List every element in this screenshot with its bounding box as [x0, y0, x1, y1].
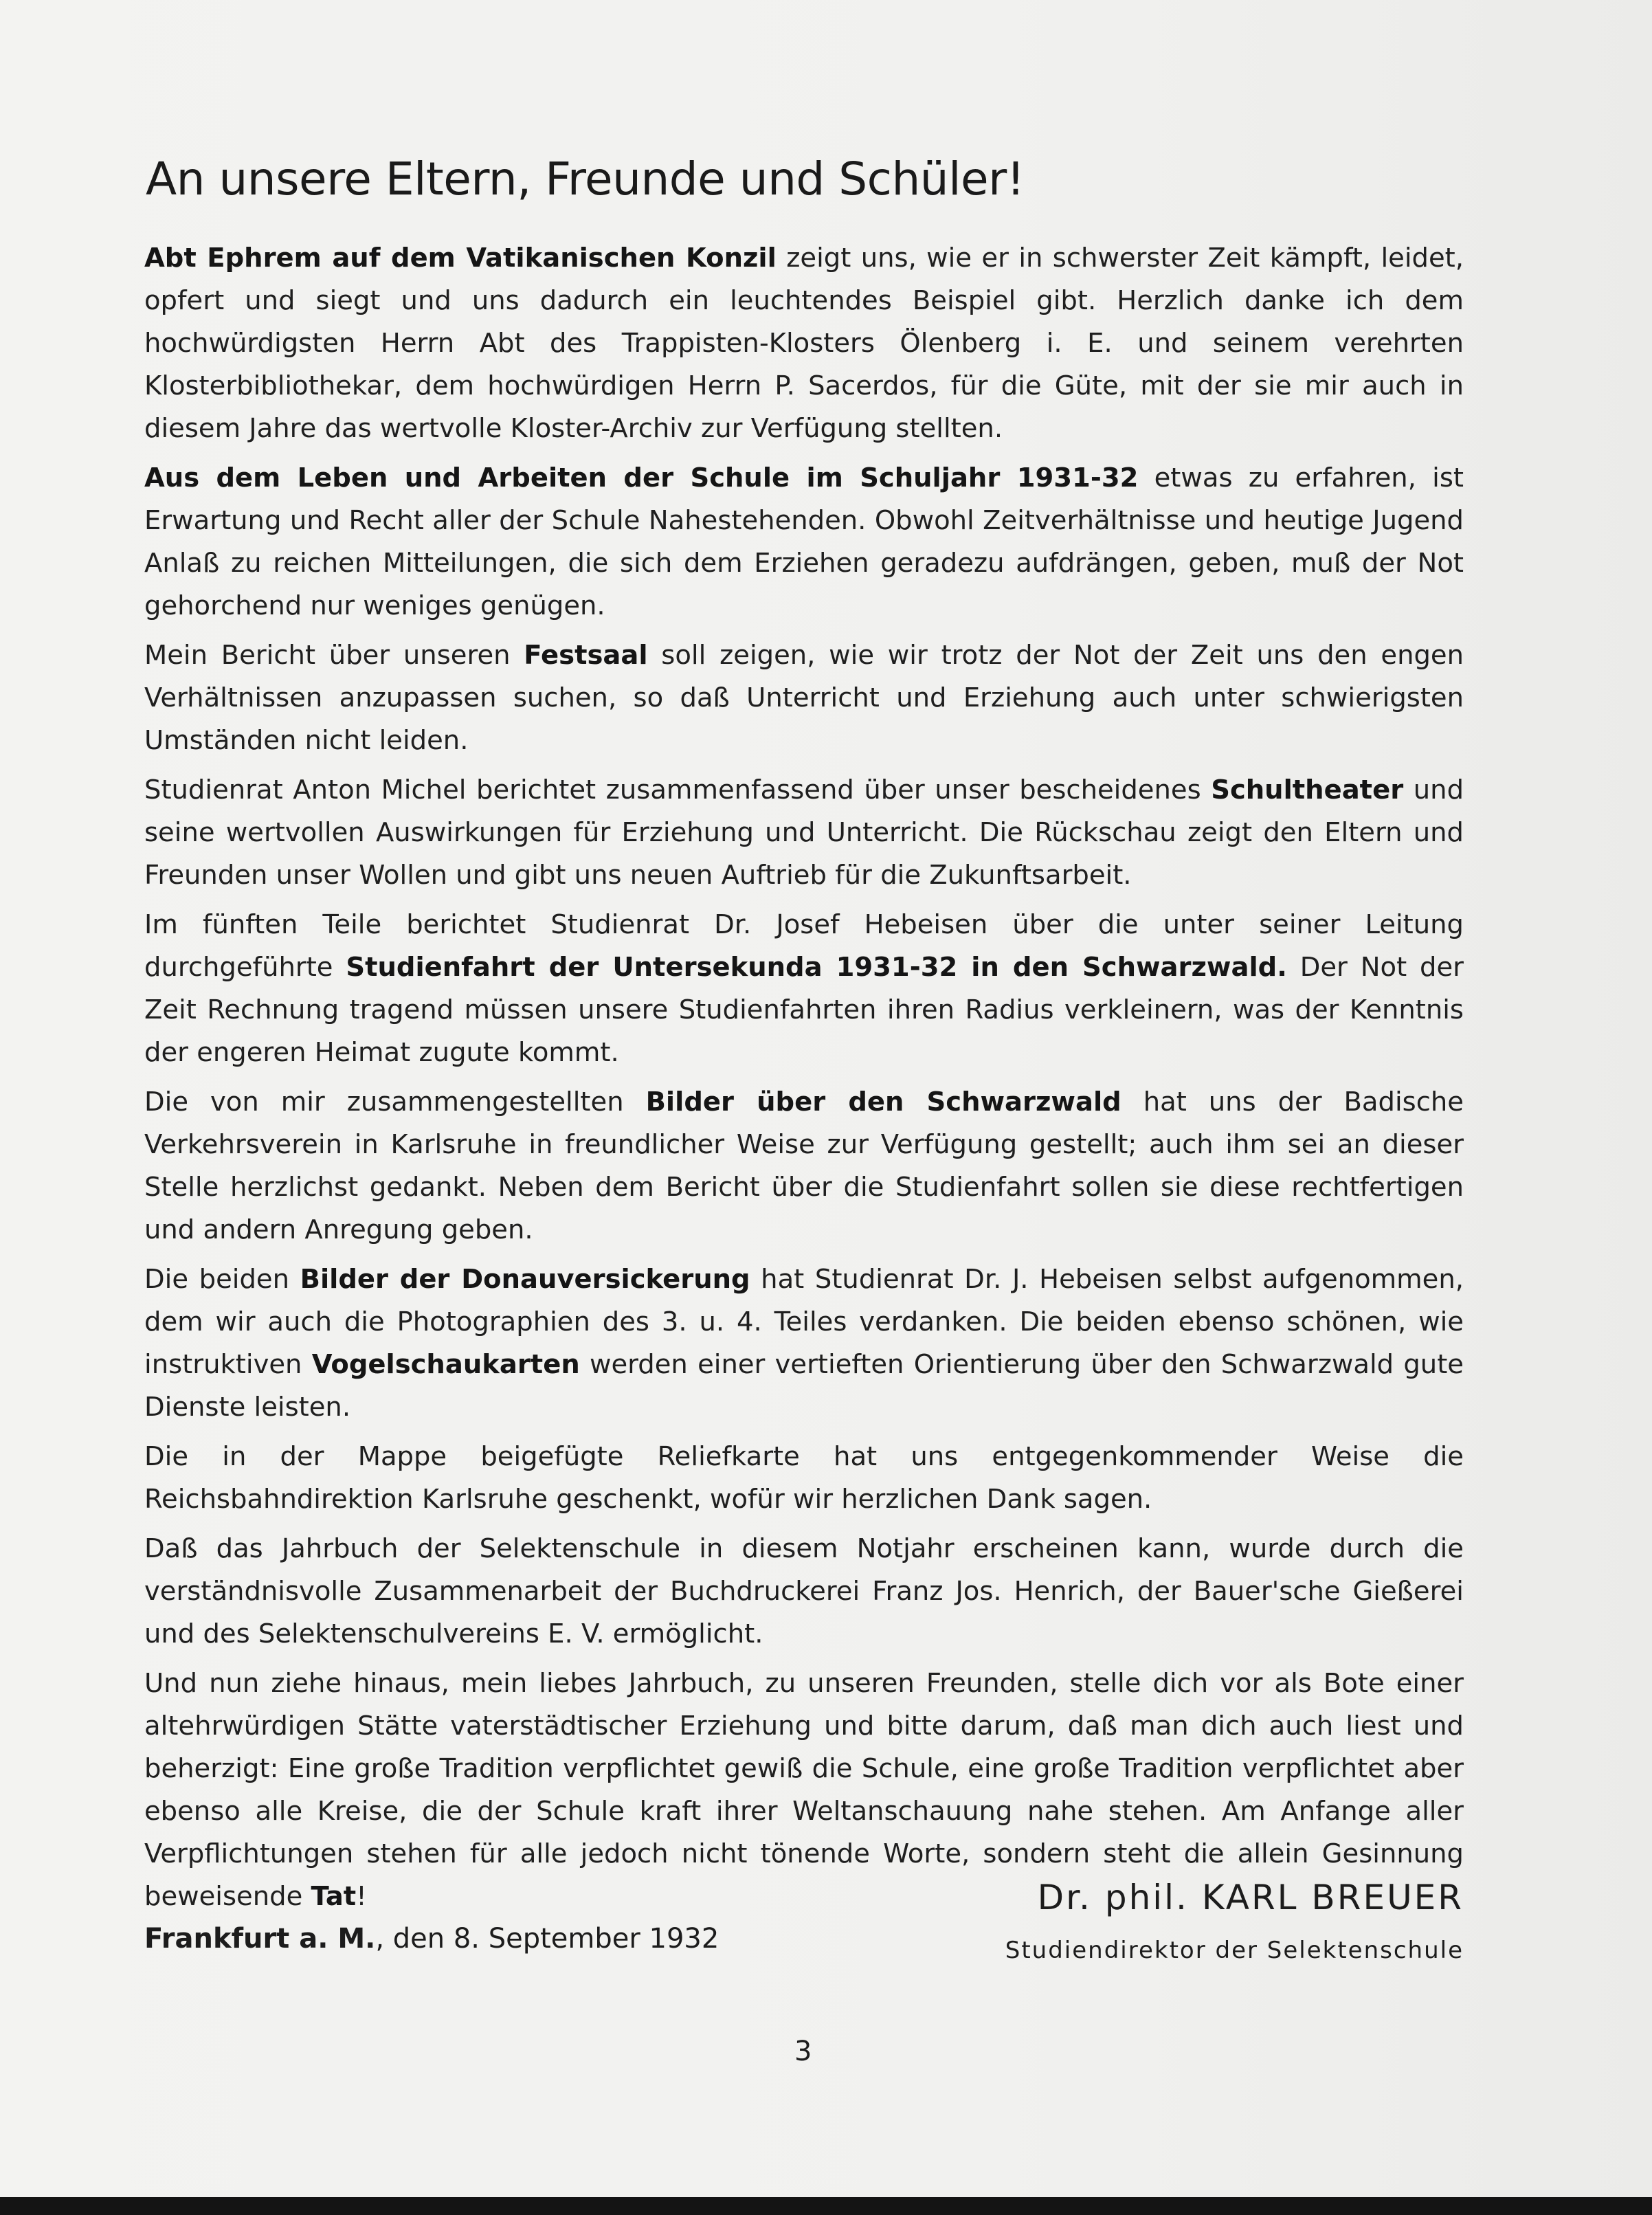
place: Frankfurt a. M. — [144, 1923, 376, 1955]
bold-phrase: Studienfahrt der Untersekunda 1931-32 in den Schwarzwald. — [346, 952, 1287, 983]
place-and-date — [144, 1923, 719, 1955]
paragraph-2 — [144, 457, 1464, 627]
text-run: Der Not der Zeit Rechnung tragend müssen unsere Studienfahrten ihren Radius verkleinern, was der Kenntnis der engeren Heimat zugute kommt. — [144, 952, 1464, 1068]
bold-phrase: Vogelschaukarten — [311, 1349, 580, 1380]
signature-name: Dr. phil. KARL BREUER — [1037, 1878, 1464, 1917]
paragraph-6 — [144, 1081, 1464, 1251]
letter-heading: An unsere Eltern, Freunde und Schüler! — [146, 153, 1025, 205]
text-run: etwas zu erfahren, ist Erwartung und Recht aller der Schule Nahestehenden. Obwohl Zeitverhältnisse und heutige Jugend Anlaß zu reichen Mitteilungen, die sich dem Erziehen geradezu aufdrängen, geben, muß der Not gehorchend nur weniges genügen. — [144, 463, 1464, 621]
bold-phrase: Festsaal — [524, 640, 648, 671]
paragraph-7 — [144, 1258, 1464, 1429]
signature-title: Studiendirektor der Selektenschule — [1005, 1937, 1464, 1964]
bold-phrase: Schultheater — [1211, 775, 1404, 805]
text-run: hat uns der Badische Verkehrsverein in Karlsruhe in freundlicher Weise zur Verfügung gestellt; auch ihm sei an dieser Stelle herzlichst gedankt. Neben dem Bericht über die Studienfahrt sollen sie diese rechtfertigen und andern Anregung geben. — [144, 1087, 1464, 1245]
bold-phrase: Bilder über den Schwarzwald — [645, 1087, 1121, 1117]
text-run: soll zeigen, wie wir trotz der Not der Zeit uns den engen Verhältnissen anzupassen suchen, so daß Unterricht und Erziehung auch unter schwierigsten Umständen nicht leiden. — [144, 640, 1464, 756]
text-run: Die in der Mappe beigefügte Reliefkarte hat uns entgegenkommender Weise die Reichsbahndirektion Karlsruhe geschenkt, wofür wir herzlichen Dank sagen. — [144, 1441, 1464, 1515]
text-run: Studienrat Anton Michel berichtet zusammenfassend über unser bescheidenes — [144, 775, 1212, 805]
text-run: ! — [356, 1881, 367, 1912]
text-run: Die von mir zusammengestellten — [144, 1087, 646, 1117]
paragraph-8 — [144, 1436, 1464, 1521]
letter-body — [144, 237, 1464, 1925]
text-run: Im fünften Teile berichtet Studienrat Dr. Josef Hebeisen über die unter seiner Leitung durchgeführte — [144, 909, 1464, 983]
text-run: Mein Bericht über unseren — [144, 640, 524, 671]
paragraph-1 — [144, 237, 1464, 450]
bold-phrase: Aus dem Leben und Arbeiten der Schule im Schuljahr 1931-32 — [144, 463, 1139, 493]
paragraph-3 — [144, 634, 1464, 762]
text-run: werden einer vertieften Orientierung über den Schwarzwald gute Dienste leisten. — [144, 1349, 1464, 1423]
page-number: 3 — [794, 2036, 812, 2067]
paragraph-4 — [144, 769, 1464, 897]
paragraph-5 — [144, 904, 1464, 1074]
text-run: zeigt uns, wie er in schwerster Zeit kämpft, leidet, opfert und siegt und uns dadurch ein leuchtendes Beispiel gibt. Herzlich danke ich dem hochwürdigsten Herrn Abt des Trappisten-Klosters Ölenberg i. E. und seinem verehrten Klosterbibliothekar, dem hochwürdigen Herrn P. Sacerdos, für die Güte, mit der sie mir auch in diesem Jahre das wertvolle Kloster-Archiv zur Verfügung stellten. — [144, 243, 1464, 444]
scan-bottom-edge — [0, 2197, 1652, 2215]
text-run: hat Studienrat Dr. J. Hebeisen selbst aufgenommen, dem wir auch die Photographien des 3. u. 4. Teiles verdanken. Die beiden ebenso schönen, wie instruktiven — [144, 1264, 1464, 1380]
bold-phrase: Abt Ephrem auf dem Vatikanischen Konzil — [144, 243, 777, 274]
date: , den 8. September 1932 — [375, 1923, 719, 1955]
text-run: Die beiden — [144, 1264, 300, 1295]
paragraph-9 — [144, 1528, 1464, 1656]
bold-phrase: Tat — [311, 1881, 357, 1912]
text-run: Daß das Jahrbuch der Selektenschule in diesem Notjahr erscheinen kann, wurde durch die verständnisvolle Zusammenarbeit der Buchdruckerei Franz Jos. Henrich, der Bauer'sche Gießerei und des Selektenschulvereins E. V. ermöglicht. — [144, 1533, 1464, 1649]
text-run: und seine wertvollen Auswirkungen für Erziehung und Unterricht. Die Rückschau zeigt den Eltern und Freunden unser Wollen und gibt uns neuen Auftrieb für die Zukunftsarbeit. — [144, 775, 1464, 891]
bold-phrase: Bilder der Donauversickerung — [300, 1264, 750, 1295]
text-run: Und nun ziehe hinaus, mein liebes Jahrbuch, zu unseren Freunden, stelle dich vor als Bote einer altehrwürdigen Stätte vaterstädtischer Erziehung und bitte darum, daß man dich auch liest und beherzigt: Eine große Tradition verpflichtet gewiß die Schule, eine große Tradition verpflichtet aber ebenso alle Kreise, die der Schule kraft ihrer Weltanschauung nahe stehen. Am Anfange aller Verpflichtungen stehen für alle jedoch nicht tönende Worte, sondern steht die allein Gesinnung beweisende — [144, 1668, 1464, 1912]
